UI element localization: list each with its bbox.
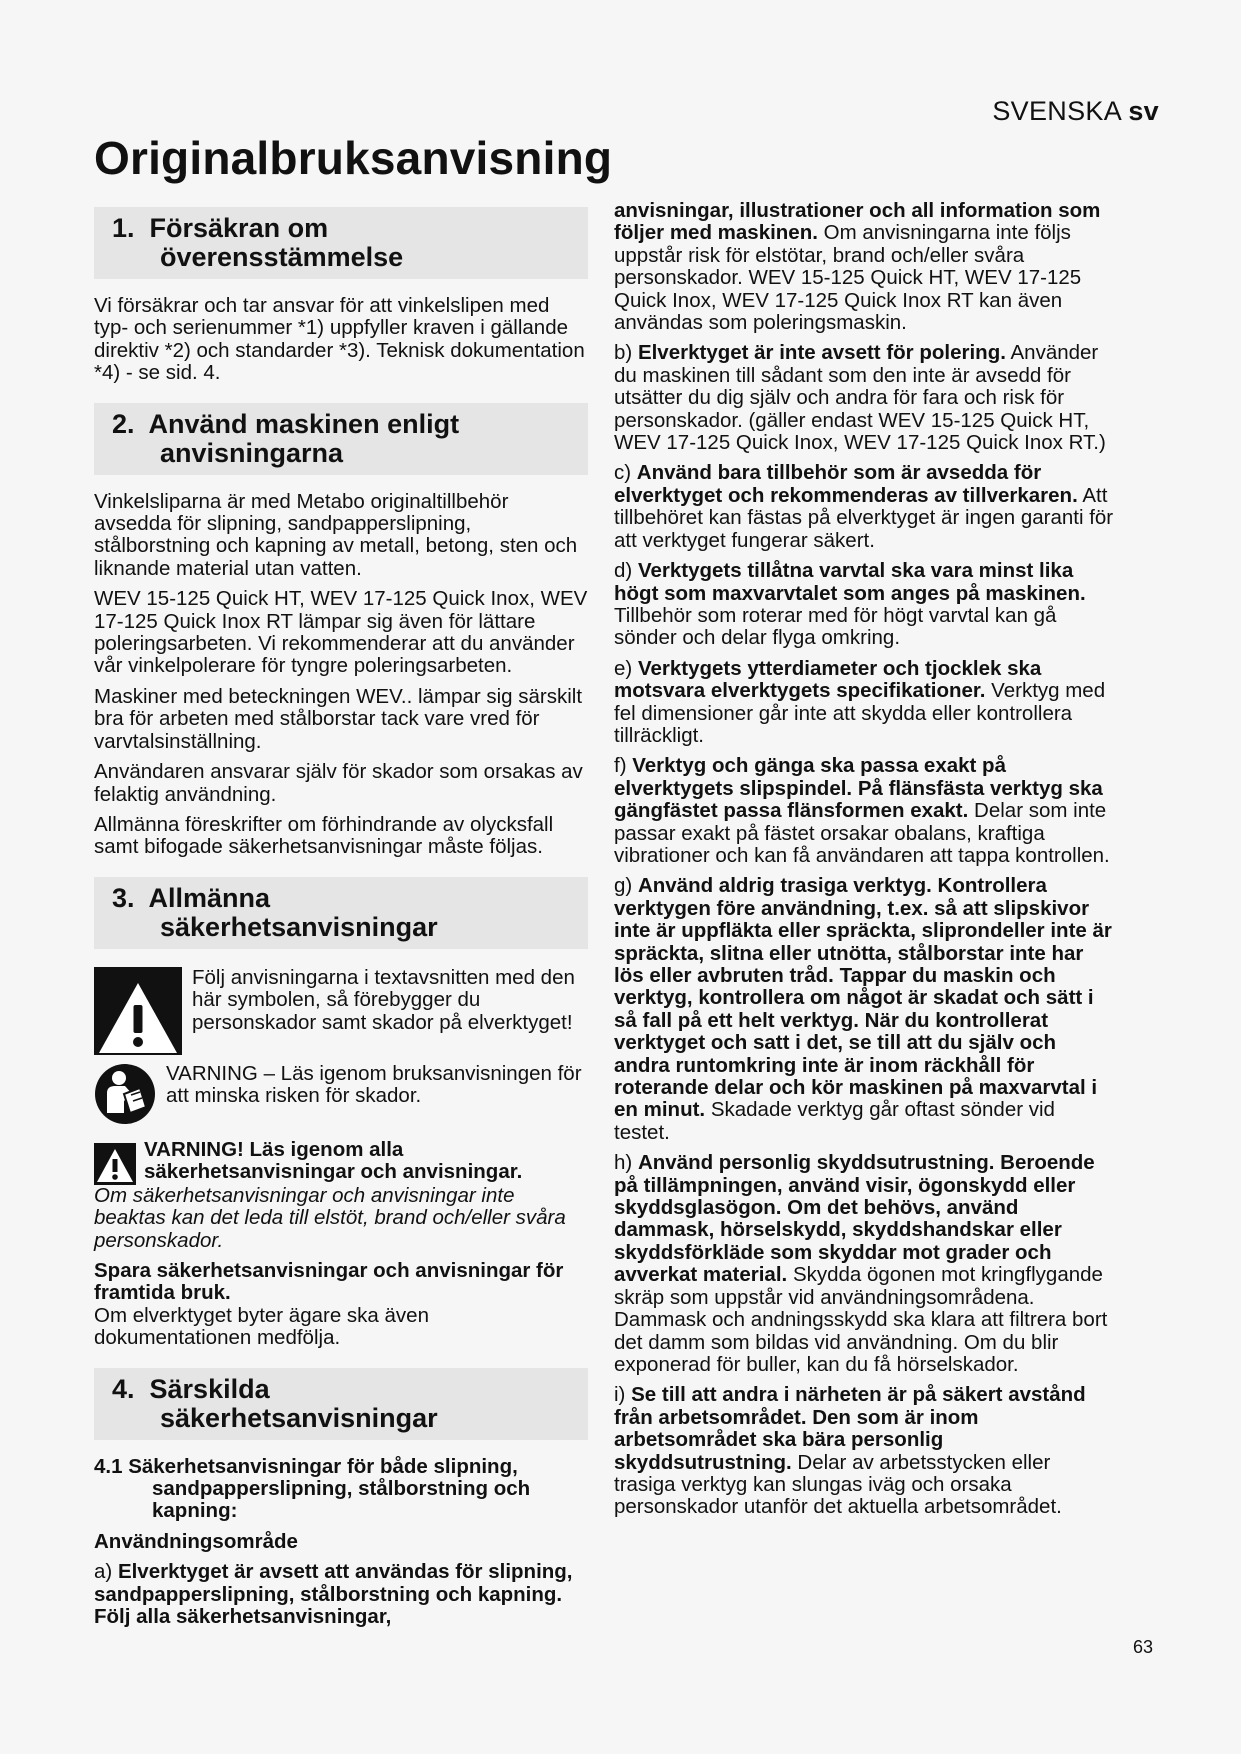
paragraph: WEV 15-125 Quick HT, WEV 17-125 Quick Inox, WEV 17-125 Quick Inox RT lämpar sig även för lättare poleringsarbeten. Vi rekommenderar att du använder vår vinkelpolerare för tyngre poleringsarbeten. (94, 587, 588, 678)
item-text: Skydda ögonen mot kringflygande skräp som uppstår vid användningsområdena. Dammask och andningsskydd ska klara att filtrera bort det damm som bildas vid användning. Om du blir exponerad för buller, kan du få hörselskador. (614, 1263, 1108, 1376)
item-a (94, 1561, 588, 1628)
item-bold: Verktygets tillåtna varvtal ska vara minst lika högt som maxvarvtalet som anges på maskinen. (614, 559, 1086, 605)
item-bold: anvisningar, illustrationer och all information som följer med maskinen. (614, 199, 1101, 245)
section-4-heading (94, 1368, 588, 1440)
section-title-line2: överensstämmelse (160, 242, 404, 272)
warning-bold-text: VARNING! Läs igenom alla säkerhetsanvisningar och anvisningar. (144, 1137, 523, 1184)
item-bold: Verktygets ytterdiameter och tjocklek ska motsvara elverktygets specifikationer. (614, 656, 1042, 703)
item-label: a) (94, 1560, 113, 1584)
item-text: Att tillbehöret kan fästas på elverktyget är ingen garanti för att verktyget fungerar säkert. (614, 483, 1114, 552)
item-label: i) (614, 1383, 626, 1407)
section-number: 4. (112, 1373, 135, 1404)
item-bold: Verktyg och gänga ska passa exakt på elverktygets slipspindel. På flänsfästa verktyg ska gängfästet passa flänsformen exakt. (614, 754, 1103, 823)
item-text: Skadade verktyg går oftast sönder vid testet. (614, 1098, 1055, 1144)
section-title-line2: anvisningarna (160, 437, 344, 468)
read-manual-note (94, 1063, 588, 1125)
item-b (614, 342, 1114, 454)
section-3-heading (94, 877, 588, 949)
right-column (614, 200, 1114, 1527)
page-title: Originalbruksanvisning (94, 132, 613, 184)
item-c (614, 462, 1114, 552)
section-title-line1: Försäkran om (149, 213, 329, 243)
item-h (614, 1152, 1114, 1376)
warning-italic-text: Om säkerhetsanvisningar och anvisningar inte beaktas kan det leda till elstöt, brand och/eller svåra personskador. (94, 1183, 566, 1252)
warning-triangle-icon (94, 967, 182, 1055)
item-text: Delar som inte passar exakt på fästet orsakar obalans, kraftiga vibrationer och kan få användaren att tappa kontrollen. (614, 799, 1110, 867)
warning-symbol-note (94, 967, 588, 1055)
item-text: Om anvisningarna inte följs uppstår risk för elstötar, brand och/eller svåra personskador. WEV 15-125 Quick HT, WEV 17-125 Quick Inox, WEV 17-125 Quick Inox RT kan även användas som poleringsmaskin. (614, 221, 1082, 335)
item-bold: Använd aldrig trasiga verktyg. Kontrollera verktygen före användning, t.ex. så att slipskivor inte är uppfläkta eller spräckta, sliprondeller inte är spräckta, slitna eller utnötta, stålborstar inte har lös eller avbruten tråd. Tappar du maskin och verktyg, kontrollera om något är skadat och sätt i så fall på ett helt verktyg. När du kontrollerat verktyget och satt i det, se till att du själv och andra runtomkring inte är inom räckhåll för roterande delar och kör maskinen på maxvarvtal i en minut. (614, 874, 1112, 1122)
item-bold: Använd personlig skyddsutrustning. Beroende på tillämpningen, använd visir, ögonskydd eller skyddsglasögon. Om det behövs, använd dammask, hörselskydd, skyddshandskar eller skyddsförkläde som skyddar mot grader och avverkat material. (614, 1151, 1095, 1287)
section-number: 1. (112, 213, 135, 243)
paragraph: Användaren ansvarar själv för skador som orsakas av felaktig användning. (94, 760, 583, 806)
item-d (614, 560, 1114, 650)
item-text: Delar av arbetsstycken eller trasiga verktyg kan slungas iväg och orsaka personskador utanför det aktuella arbetsområdet. (614, 1450, 1062, 1519)
language-name: SVENSKA (992, 96, 1121, 126)
item-i (614, 1384, 1114, 1518)
usage-area-heading: Användningsområde (94, 1529, 298, 1553)
section-title-line2: säkerhetsanvisningar (160, 1402, 438, 1433)
section-1-heading (94, 207, 588, 279)
read-manual-icon (94, 1063, 156, 1125)
save-instructions-text: Spara säkerhetsanvisningar och anvisningar för framtida bruk. (94, 1258, 564, 1305)
section-number: 2. (112, 408, 135, 439)
item-bold: Se till att andra i närheten är på säkert avstånd från arbetsområdet. Den som är inom arbetsområdet ska bära personlig skyddsutrustning. (614, 1383, 1086, 1474)
left-column (94, 207, 588, 1636)
item-label: d) (614, 559, 633, 583)
item-g (614, 875, 1114, 1144)
language-code: sv (1128, 96, 1159, 126)
warning-symbol-text: Följ anvisningarna i textavsnitten med den här symbolen, så förebygger du personskador samt skador på elverktyget! (192, 965, 575, 1034)
owner-change-text: Om elverktyget byter ägare ska även dokumentationen medfölja. (94, 1303, 429, 1350)
section-title-line1: Använd maskinen enligt (148, 408, 460, 439)
general-warning (94, 1139, 588, 1185)
item-label: b) (614, 341, 633, 365)
item-label: c) (614, 461, 632, 485)
paragraph: Maskiner med beteckningen WEV.. lämpar sig särskilt bra för arbeten med stålborstar tack vare vred för varvtalsinställning. (94, 684, 583, 753)
section-2-heading (94, 403, 588, 475)
item-bold: Elverktyget är inte avsett för polering. (637, 341, 1006, 365)
subsection-4-1-heading: 4.1 Säkerhetsanvisningar för både slipning, sandpapperslipning, stålborstning och kapning: (94, 1454, 531, 1523)
section-number: 3. (112, 882, 135, 913)
section-title-line1: Allmänna (148, 882, 271, 913)
item-f (614, 755, 1114, 867)
read-manual-text: VARNING – Läs igenom bruksanvisningen för att minska risken för skador. (166, 1061, 582, 1108)
item-label: h) (614, 1151, 633, 1175)
item-text: Tillbehör som roterar med för högt varvtal kan gå sönder och delar flyga omkring. (614, 603, 1057, 650)
item-label: g) (614, 874, 633, 898)
item-label: e) (614, 656, 633, 680)
item-bold: Använd bara tillbehör som är avsedda för elverktyget och rekommenderas av tillverkaren. (614, 461, 1078, 507)
item-e (614, 658, 1114, 748)
item-bold: Elverktyget är avsett att användas för slipning, sandpapperslipning, stålborstning och kapning. Följ alla säkerhetsanvisningar, (94, 1560, 573, 1628)
language-label (992, 96, 1159, 127)
section-title-line1: Särskilda (149, 1373, 270, 1404)
paragraph: Vi försäkrar och tar ansvar för att vinkelslipen med typ- och serienummer *1) uppfyller kraven i gällande direktiv *2) och standarder *3). Teknisk dokumentation *4) - se sid. 4. (94, 294, 585, 385)
paragraph: Allmänna föreskrifter om förhindrande av olycksfall samt bifogade säkerhetsanvisningar måste följas. (94, 812, 554, 859)
item-label: f) (614, 754, 627, 778)
item-a-continued (614, 200, 1114, 334)
page-number: 63 (1133, 1637, 1154, 1657)
paragraph: Vinkelsliparna är med Metabo originaltillbehör avsedda för slipning, sandpapperslipning, stålborstning och kapning av metall, betong, sten och liknande material utan vatten. (94, 489, 578, 580)
item-text: Använder du maskinen till sådant som den inte är avsedd för utsätter du dig själv och andra för fara och risk för personskador. (gäller endast WEV 15-125 Quick HT, WEV 17-125 Quick Inox, WEV 17-125 Quick Inox RT.) (614, 341, 1106, 455)
section-title-line2: säkerhetsanvisningar (160, 911, 438, 942)
item-text: Verktyg med fel dimensioner går inte att skydda eller kontrollera tillräckligt. (614, 679, 1106, 747)
warning-icon (94, 1143, 136, 1185)
